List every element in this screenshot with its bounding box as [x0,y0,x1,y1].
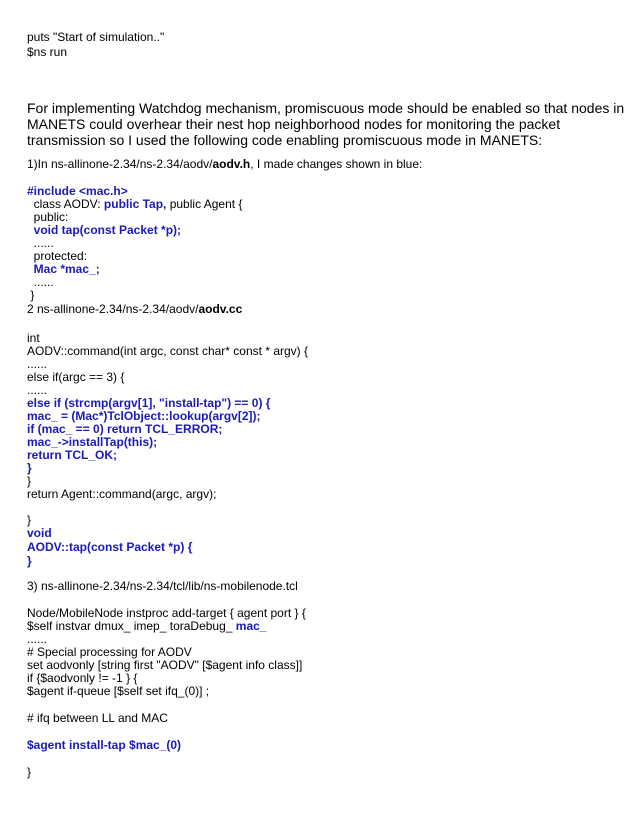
code-line-highlighted: void tap(const Packet *p); [27,223,182,237]
file-name: aodv.h [212,157,251,171]
code-line-highlighted: else if (strcmp(argv[1], "install-tap") == 0) { [27,396,271,410]
code-line: class AODV: public Tap, public Agent { [27,197,243,211]
code-line-highlighted: } [27,554,32,568]
code-line-highlighted: if (mac_ == 0) return TCL_ERROR; [27,422,223,436]
code-line: ...... [27,275,54,289]
intro-paragraph: For implementing Watchdog mechanism, promiscuous mode should be enabled so that nodes in MANETS could overhear their nest hop neighborhood nodes for monitoring the packet transmission so I used the following code enabling promiscuous mode in MANETS: [27,100,625,148]
highlight: mac_ [235,619,267,633]
code-line: # ifq between LL and MAC [27,711,168,725]
code-line: } [27,288,35,302]
step-2-heading: 2 ns-allinone-2.34/ns-2.34/aodv/aodv.cc [27,302,243,316]
code-line-highlighted: Mac *mac_; [27,262,100,276]
highlight: public Tap, [103,197,167,211]
code-line: $self instvar dmux_ imep_ toraDebug_ mac_ [27,619,267,633]
code-line: # Special processing for AODV [27,645,192,659]
code-line: $ns run [27,45,68,59]
code-line-highlighted: } [27,461,32,475]
step-1-heading: 1)In ns-allinone-2.34/ns-2.34/aodv/aodv.h, I made changes shown in blue: [27,157,423,171]
code-line: int [27,331,40,345]
code-line: } [27,765,32,779]
step-3-heading: 3) ns-allinone-2.34/ns-2.34/tcl/lib/ns-mobilenode.tcl [27,579,298,593]
code-line-highlighted: return TCL_OK; [27,448,117,462]
code-line: ...... [27,383,48,397]
code-line-highlighted: mac_->installTap(this); [27,435,158,449]
code-line: ...... [27,357,48,371]
code-line: AODV::command(int argc, const char* const * argv) { [27,344,308,358]
code-line-highlighted: #include <mac.h> [27,184,128,198]
code-line: public: [27,210,69,224]
code-line: else if(argc == 3) { [27,370,125,384]
code-line: return Agent::command(argc, argv); [27,487,217,501]
file-name: aodv.cc [198,302,243,316]
code-line: } [27,513,32,527]
code-line: puts "Start of simulation.." [27,30,165,44]
code-line-highlighted: void [27,526,52,540]
code-line: protected: [27,249,88,263]
code-line: ...... [27,236,54,250]
code-line: $agent if-queue [$self set ifq_(0)] ; [27,684,210,698]
code-line: Node/MobileNode instproc add-target { agent port } { [27,606,306,620]
code-line-highlighted: mac_ = (Mac*)TclObject::lookup(argv[2]); [27,409,261,423]
code-line-highlighted: AODV::tap(const Packet *p) { [27,540,193,554]
code-line: set aodvonly [string first "AODV" [$agent info class]] [27,658,303,672]
code-line: } [27,474,32,488]
code-line: if {$aodvonly != -1 } { [27,671,138,685]
code-line-highlighted: $agent install-tap $mac_(0) [27,738,182,752]
code-line: ...... [27,632,48,646]
